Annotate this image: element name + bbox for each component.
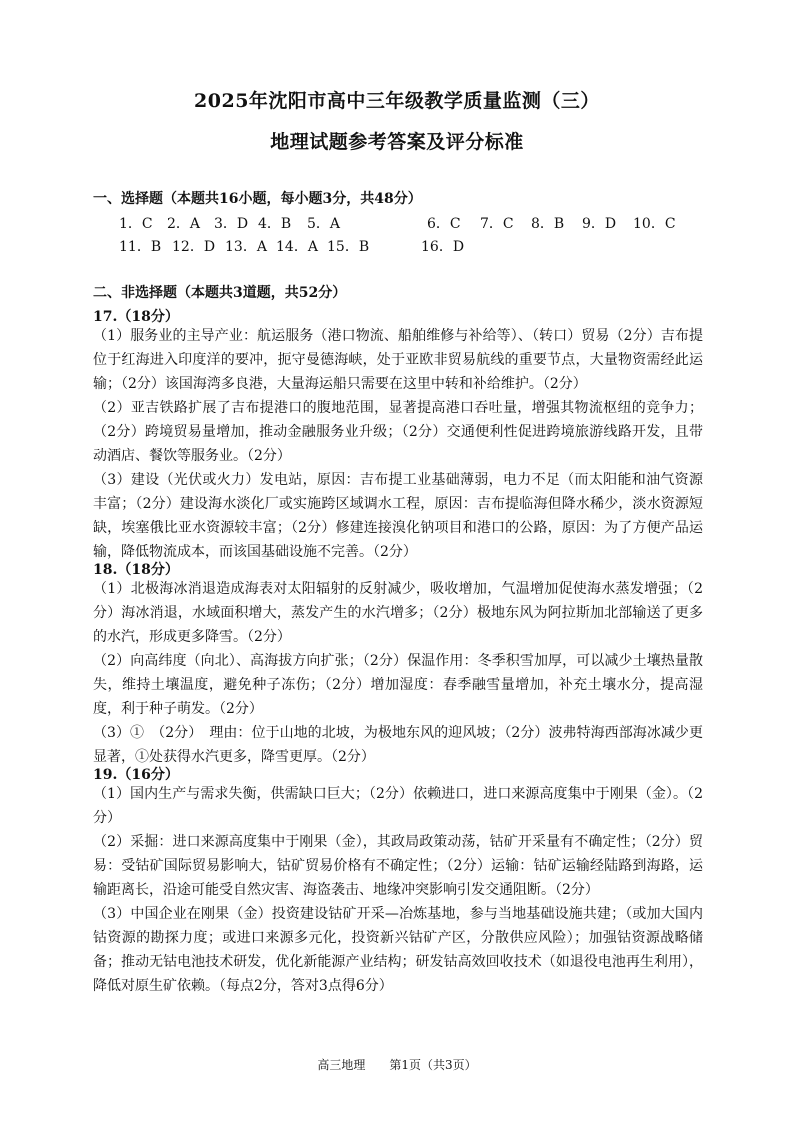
mc-answer: 10．C — [633, 216, 676, 232]
mc-answer: 13．A — [225, 239, 267, 255]
mc-answer: 14．A — [276, 239, 318, 255]
mc-answer: 11．B — [119, 239, 162, 255]
mc-answer: 15．B — [327, 239, 370, 255]
q19-answer-3: （3）中国企业在刚果（金）投资建设钴矿开采—冶炼基地，参与当地基础设施共建；（或加大国内钴资源的勘探力度；或进口来源多元化，投资新兴钴矿产区，分散供应风险）；加强钴资源战略储备；推动无钴电池技术研发，优化新能源产业结构；研发钴高效回收技术（如退役电池再生利用），降低对原生矿依赖。（每点2分，答对3点得6分） — [93, 906, 703, 994]
q17-answer-1: （1）服务业的主导产业：航运服务（港口物流、船舶维修与补给等）、（转口）贸易（2分）吉布提位于红海进入印度洋的要冲，扼守曼德海峡，处于亚欧非贸易航线的重要节点，大量物资需经此运输；（2分）该国海湾多良港，大量海运船只需要在这里中转和补给维护。（2分） — [93, 328, 703, 392]
q18-answer-2: （2）向高纬度（向北）、高海拔方向扩张；（2分）保温作用：冬季积雪加厚，可以减少土壤热量散失，维持土壤温度，避免种子冻伤；（2分）增加湿度：春季融雪量增加，补充土壤水分，提高湿度，利于种子萌发。（2分） — [93, 653, 703, 717]
mc-answer: 8．B — [531, 216, 565, 232]
mc-answer: 7．C — [480, 216, 514, 232]
page-subtitle: 地理试题参考答案及评分标准 — [270, 131, 524, 153]
page-title: 2025年沈阳市高中三年级教学质量监测（三） — [194, 90, 600, 112]
mc-answer: 6．C — [427, 216, 461, 232]
q19-heading: 19.（16分） — [93, 767, 179, 783]
q17-heading: 17.（18分） — [93, 309, 179, 325]
q18-heading: 18.（18分） — [93, 562, 179, 578]
q18-answer-1: （1）北极海冰消退造成海表对太阳辐射的反射减少，吸收增加，气温增加促使海水蒸发增强；（2分）海冰消退，水域面积增大，蒸发产生的水汽增多；（2分）极地东风为阿拉斯加北部输送了更多的水汽，形成更多降雪。（2分） — [93, 581, 703, 645]
mc-answer: 4．B — [258, 216, 292, 232]
mc-answer: 1．C — [119, 216, 153, 232]
mc-answer: 16．D — [421, 239, 465, 255]
mc-answer: 2．A — [167, 216, 201, 232]
page-footer: 高三地理 第1页（共3页） — [317, 1058, 477, 1072]
q19-answer-1: （1）国内生产与需求失衡，供需缺口巨大；（2分）依赖进口，进口来源高度集中于刚果（金）。（2分） — [93, 786, 703, 826]
mc-answer: 5．A — [307, 216, 341, 232]
section1-heading: 一、选择题（本题共16小题，每小题3分，共48分） — [93, 191, 422, 207]
section2-heading: 二、非选择题（本题共3道题，共52分） — [93, 285, 347, 301]
q17-answer-3: （3）建设（光伏或火力）发电站，原因：吉布提工业基础薄弱，电力不足（而太阳能和油气资源丰富；（2分）建设海水淡化厂或实施跨区域调水工程，原因：吉布提临海但降水稀少，淡水资源短缺，埃塞俄比亚水资源较丰富；（2分）修建连接溴化钠项目和港口的公路，原因：为了方便产品运输，降低物流成本，而该国基础设施不完善。（2分） — [93, 472, 703, 560]
q17-answer-2: （2）亚吉铁路扩展了吉布提港口的腹地范围，显著提高港口吞吐量，增强其物流枢纽的竞争力；（2分）跨境贸易量增加，推动金融服务业升级；（2分）交通便利性促进跨境旅游线路开发，且带动酒店、餐饮等服务业。（2分） — [93, 400, 703, 464]
q19-answer-2: （2）采掘：进口来源高度集中于刚果（金），其政局政策动荡，钴矿开采量有不确定性；（2分）贸易：受钴矿国际贸易影响大，钴矿贸易价格有不确定性；（2分）运输：钴矿运输经陆路到海路，运输距离长，沿途可能受自然灾害、海盗袭击、地缘冲突影响引发交通阻断。（2分） — [93, 834, 703, 898]
mc-answer: 12．D — [172, 239, 216, 255]
mc-answer: 9．D — [582, 216, 617, 232]
q18-answer-3: （3）① （2分） 理由：位于山地的北坡，为极地东风的迎风坡；（2分）波弗特海西部海冰减少更显著，①处获得水汽更多，降雪更厚。（2分） — [93, 725, 703, 765]
mc-answer: 3．D — [214, 216, 249, 232]
